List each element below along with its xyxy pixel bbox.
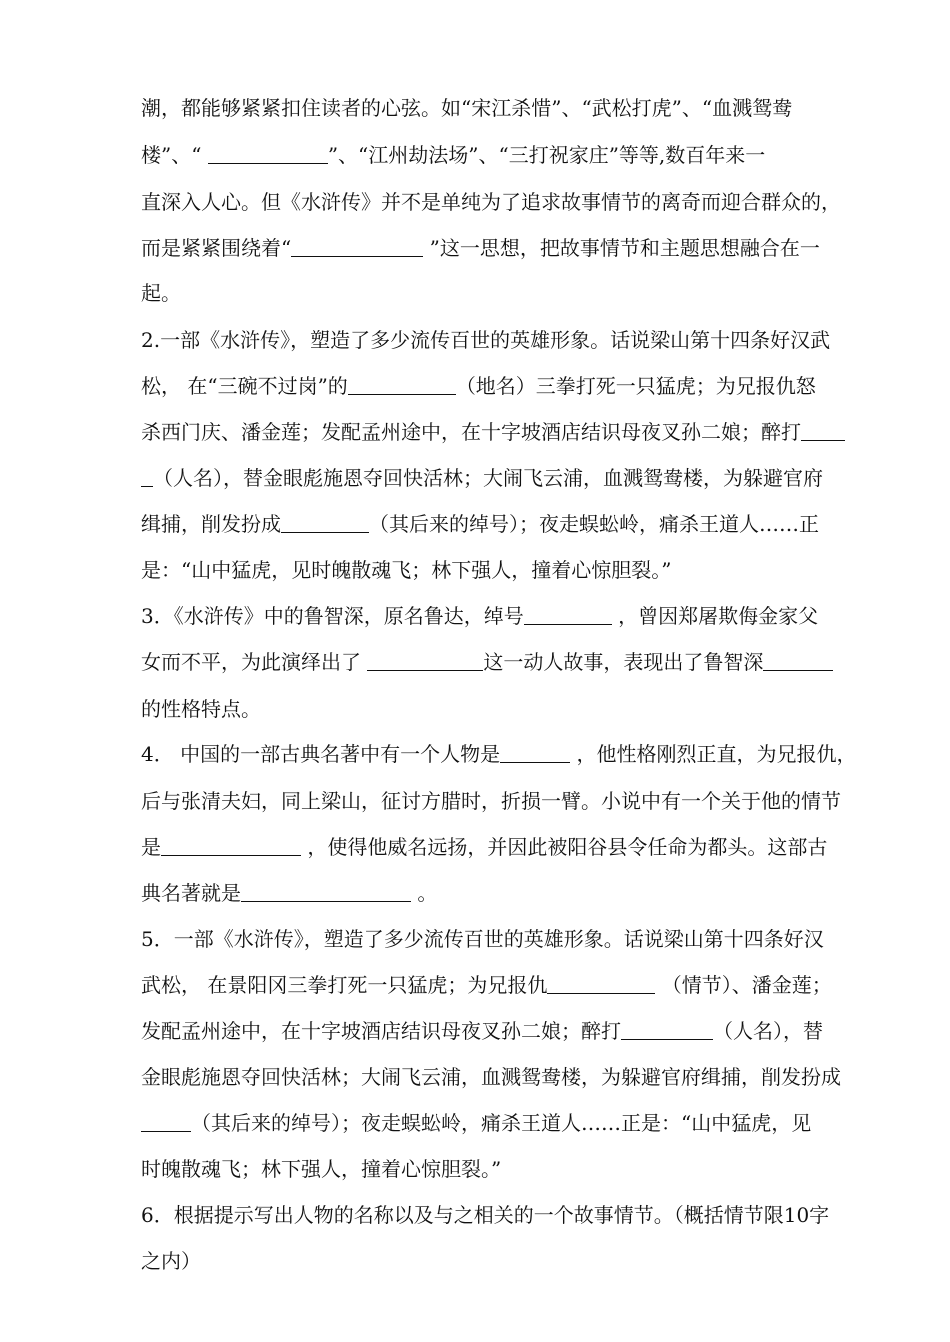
text-segment: 的性格特点。	[141, 697, 261, 721]
text-line	[141, 784, 841, 818]
text-segment: 3．《水浒传》中的鲁智深，原名鲁达，绰号	[141, 604, 524, 628]
text-segment: 缉捕，削发扮成	[141, 512, 281, 536]
answer-blank[interactable]	[621, 1019, 713, 1040]
text-line	[141, 1014, 823, 1048]
text-segment: 起。	[141, 281, 181, 305]
text-segment: 发配孟州途中，在十字坡酒店结识母夜叉孙二娘；醉打	[141, 1019, 621, 1043]
text-segment: （情节）、潘金莲；	[655, 973, 832, 997]
answer-blank[interactable]	[763, 650, 833, 671]
text-segment: ，使得他威名远扬，并因此被阳谷县令任命为都头。这部古	[301, 835, 828, 859]
text-line	[141, 91, 792, 125]
text-line	[141, 1152, 501, 1186]
answer-blank[interactable]	[801, 420, 845, 441]
text-segment: 典名著就是	[141, 881, 241, 905]
answer-blank[interactable]	[281, 512, 369, 533]
text-line	[141, 737, 856, 771]
text-line	[141, 276, 181, 310]
text-segment: 直深入人心。但《水浒传》并不是单纯为了追求故事情节的离奇而迎合群众的，	[141, 190, 841, 214]
text-segment: 是	[141, 835, 161, 859]
text-segment: 4． 中国的一部古典名著中有一个人物是	[141, 742, 501, 766]
text-line	[141, 1106, 811, 1140]
answer-blank[interactable]	[524, 604, 612, 625]
answer-blank[interactable]	[141, 1111, 191, 1132]
text-line	[141, 968, 832, 1002]
text-line	[141, 645, 833, 679]
text-segment: （地名）三拳打死一只猛虎；为兄报仇怒	[455, 374, 816, 398]
answer-blank[interactable]	[500, 742, 570, 763]
text-line	[141, 830, 827, 864]
text-segment: （人名），替金眼彪施恩夺回快活林；大闹飞云浦，血溅鸳鸯楼，为躲避官府	[153, 466, 823, 490]
text-line	[141, 876, 437, 910]
text-segment: ，他性格刚烈正直，为兄报仇，	[570, 742, 857, 766]
text-segment: ，曾因郑屠欺侮金家父	[611, 604, 819, 628]
text-line	[141, 323, 830, 357]
answer-blank[interactable]	[208, 143, 328, 164]
text-line	[141, 553, 671, 587]
answer-blank[interactable]	[367, 650, 483, 671]
text-line	[141, 1060, 841, 1094]
text-segment: （其后来的绰号）；夜走蜈蚣岭，痛杀王道人……正	[369, 512, 819, 536]
text-segment: （其后来的绰号）；夜走蜈蚣岭，痛杀王道人……正是：“山中猛虎，见	[191, 1111, 812, 1135]
text-line	[141, 231, 820, 265]
answer-blank[interactable]	[547, 973, 655, 994]
text-segment: 潮，都能够紧紧扣住读者的心弦。如“宋江杀惜”、“武松打虎”、“血溅鸳鸯	[141, 96, 793, 120]
answer-blank[interactable]	[348, 374, 456, 395]
text-segment: 2.一部《水浒传》，塑造了多少流传百世的英雄形象。话说梁山第十四条好汉武	[141, 328, 831, 352]
text-segment: 武松， 在景阳冈三拳打死一只猛虎；为兄报仇	[141, 973, 548, 997]
text-segment: 时魄散魂飞；林下强人，撞着心惊胆裂。”	[141, 1157, 502, 1181]
text-line	[141, 599, 818, 633]
text-line	[141, 138, 765, 172]
text-segment: 而是紧紧围绕着“	[141, 236, 292, 260]
text-segment: 之内）	[141, 1249, 201, 1273]
text-line	[141, 461, 823, 495]
text-line	[141, 415, 845, 449]
text-segment: 6．根据提示写出人物的名称以及与之相关的一个故事情节。（概括情节限10字	[141, 1203, 830, 1227]
text-segment: 楼”、“	[141, 143, 208, 167]
text-segment: 5．一部《水浒传》，塑造了多少流传百世的英雄形象。话说梁山第十四条好汉	[141, 927, 824, 951]
text-segment: 。	[411, 881, 438, 905]
text-line	[141, 692, 261, 726]
text-line	[141, 507, 819, 541]
text-segment: 金眼彪施恩夺回快活林；大闹飞云浦，血溅鸳鸯楼，为躲避官府缉捕，削发扮成	[141, 1065, 841, 1089]
answer-blank[interactable]	[141, 466, 153, 487]
text-segment: 松， 在“三碗不过岗”的	[141, 374, 348, 398]
text-line	[141, 369, 816, 403]
answer-blank[interactable]	[291, 236, 423, 257]
text-segment: ”这一思想，把故事情节和主题思想融合在一	[423, 236, 820, 260]
text-segment: ”、“江州劫法场”、“三打祝家庄”等等,数百年来一	[327, 143, 766, 167]
text-segment: （人名），替	[713, 1019, 823, 1043]
text-segment: 后与张清夫妇，同上梁山，征讨方腊时，折损一臂。小说中有一个关于他的情节	[141, 789, 841, 813]
text-line	[141, 1198, 829, 1232]
text-segment: 杀西门庆、潘金莲；发配孟州途中，在十字坡酒店结识母夜叉孙二娘；醉打	[141, 420, 801, 444]
answer-blank[interactable]	[241, 881, 411, 902]
text-line	[141, 1244, 201, 1278]
text-segment: 女而不平，为此演绎出了	[141, 650, 368, 674]
answer-blank[interactable]	[161, 835, 301, 856]
text-segment: 是：“山中猛虎，见时魄散魂飞；林下强人，撞着心惊胆裂。”	[141, 558, 672, 582]
text-line	[141, 922, 824, 956]
text-line	[141, 185, 841, 219]
text-segment: 这一动人故事，表现出了鲁智深	[483, 650, 764, 674]
